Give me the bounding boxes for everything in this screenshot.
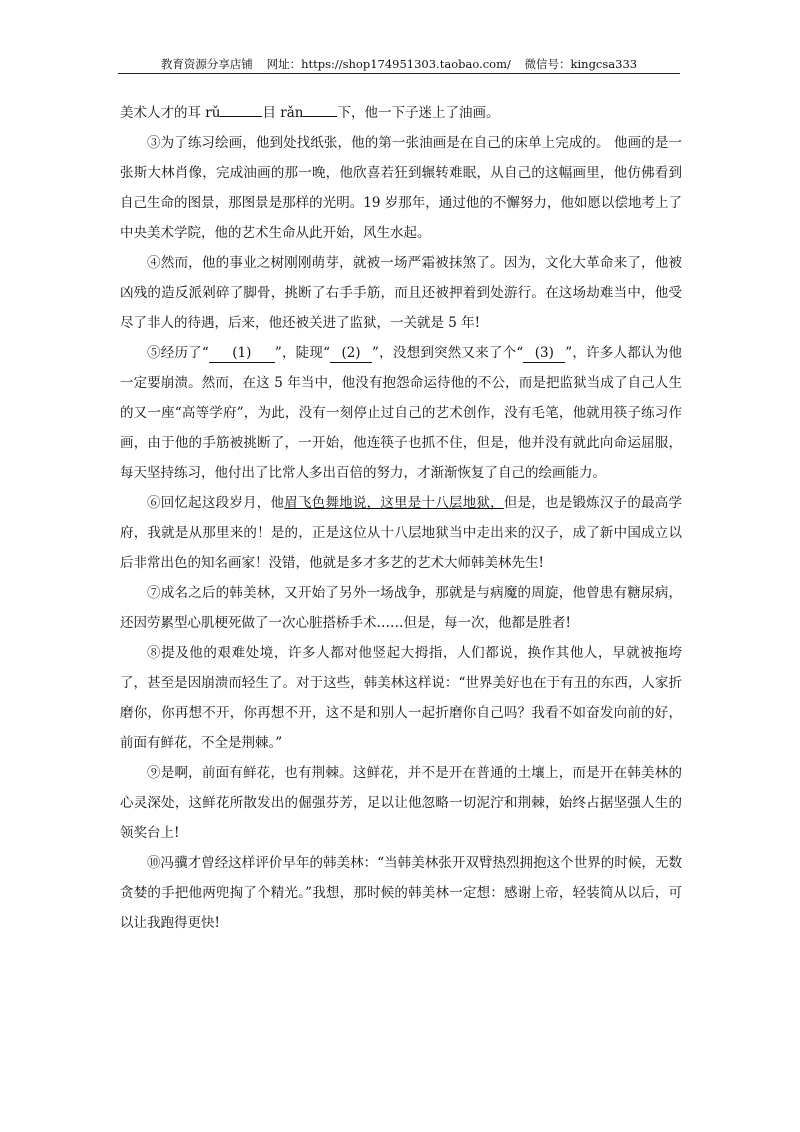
header-wechat: 微信号：kingcsa333 xyxy=(524,57,638,71)
text-segment: ”，许多人都认为他一定要崩溃。然而，在这 5 年当中，他没有抱怨命运待他的不公，而是把监狱当成了自己人生的又一座“高等学府”，为此，没有一刻停止过自己的艺术创作，没有毛笔，他就用筷子练习作画，由于他的手筋被挑断了，一开始，他连筷子也抓不住，但是，他并没有就此向命运屈服，每天坚持练习，他付出了比常人多出百倍的努力，才渐渐恢复了自己的绘画能力。 xyxy=(120,345,682,481)
paragraph-7: ⑦成名之后的韩美林，又开始了另外一场战争，那就是与病魔的周旋，他曾患有糖尿病，还因劳累型心肌梗死做了一次心脏搭桥手术……但是，每一次，他都是胜者! xyxy=(120,585,682,631)
fill-blank-2: (2) xyxy=(330,344,372,363)
paragraph-6 xyxy=(120,488,682,578)
text-segment: 下，他一下子迷上了油画。 xyxy=(337,105,500,121)
text-segment: 目 rǎn xyxy=(262,105,304,121)
text-segment: 美术人才的耳 rǔ xyxy=(120,105,221,121)
fill-blank-1: (1) xyxy=(209,344,275,363)
text-segment: ⑤经历了“ xyxy=(147,345,209,361)
text-segment: ⑥回忆起这段岁月，他 xyxy=(147,495,285,511)
text-segment: 但是，也是锻炼汉子的最高学府，我就是从那里来的！是的，正是这位从十八层地狱当中走出来的汉子，成了新中国成立以后非常出色的知名画家！没错，他就是多才多艺的艺术大师韩美林先生! xyxy=(120,495,683,571)
page-header xyxy=(118,56,680,72)
paragraph-4: ④然而，他的事业之树刚刚萌芽，就被一场严霜被抹煞了。因为，文化大革命来了，他被凶残的造反派剁碎了脚骨，挑断了右手手筋，而且还被押着到处游行。在这场劫难当中，他受尽了非人的待遇，后来，他还被关进了监狱，一关就是 5 年! xyxy=(120,255,682,331)
underlined-sentence: 眉飞色舞地说，这里是十八层地狱， xyxy=(284,495,504,511)
text-segment: ”，没想到突然又来了个“ xyxy=(372,345,524,361)
fill-blank-3: (3) xyxy=(523,344,565,363)
header-divider xyxy=(118,73,680,74)
text-segment: ”，陡现“ xyxy=(274,345,331,361)
paragraph-5 xyxy=(120,338,682,488)
paragraph-10: ⑩冯骥才曾经这样评价早年的韩美林：“当韩美林张开双臂热烈拥抱这个世界的时候，无数贪婪的手把他两兜掏了个精光。”我想，那时候的韩美林一定想：感谢上帝，轻装简从以后，可以让我跑得更快! xyxy=(120,855,682,931)
header-shop-url: 网址：https://shop174951303.taobao.com/ xyxy=(266,57,511,71)
fill-blank xyxy=(220,116,262,117)
paragraph-8: ⑧提及他的艰难处境，许多人都对他竖起大拇指，人们都说，换作其他人，早就被拖垮了，甚至是因崩溃而轻生了。对于这些，韩美林这样说：“世界美好也在于有丑的东西，人家折磨你，你再想不开，你再想不开，这不是和别人一起折磨你自己吗？我看不如奋发向前的好，前面有鲜花，不全是荆棘。” xyxy=(120,645,682,751)
paragraph-3: ③为了练习绘画，他到处找纸张，他的第一张油画是在自己的床单上完成的。 他画的是一张斯大林肖像，完成油画的那一晚，他欣喜若狂到辗转难眠，从自己的这幅画里，他仿佛看到自己生命的图景，那图景是那样的光明。19 岁那年，通过他的不懈努力，他如愿以偿地考上了中央美术学院，他的艺术生命从此开始，风生水起。 xyxy=(120,135,682,241)
paragraph-9: ⑨是啊，前面有鲜花，也有荆棘。这鲜花，并不是开在普通的土壤上，而是开在韩美林的心灵深处，这鲜花所散发出的倔强芬芳，足以让他忽略一切泥泞和荆棘，始终占据坚强人生的领奖台上! xyxy=(120,765,682,841)
fill-blank xyxy=(303,116,337,117)
header-shop-name: 教育资源分享店铺 xyxy=(160,57,253,71)
paragraph-continued xyxy=(120,98,682,128)
article-body xyxy=(120,98,682,938)
